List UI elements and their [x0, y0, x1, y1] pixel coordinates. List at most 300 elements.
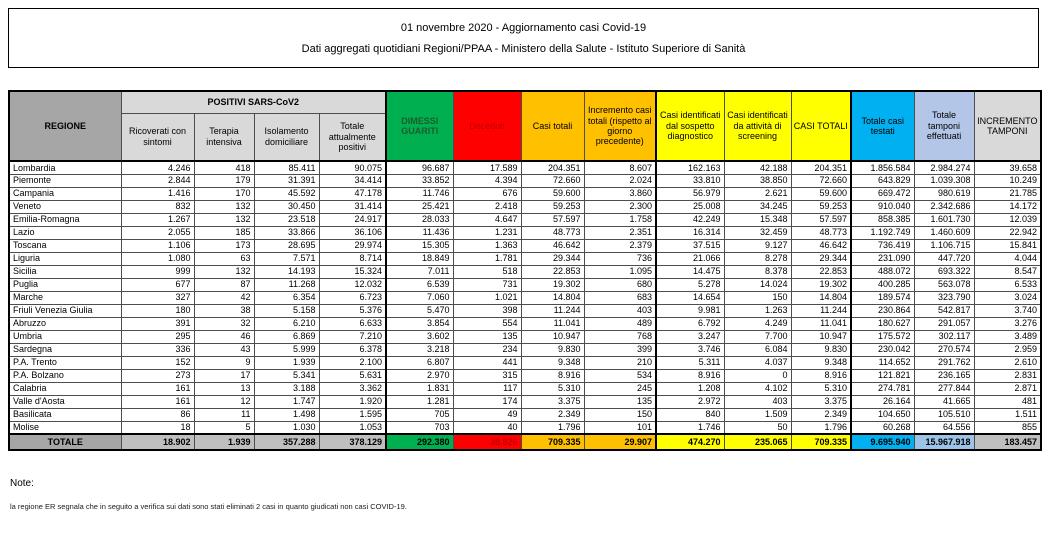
value-cell: 1.281 [386, 395, 453, 408]
value-cell: 22.853 [521, 265, 584, 278]
value-cell: 400.285 [851, 278, 914, 291]
value-cell: 46 [194, 330, 254, 343]
value-cell: 2.959 [974, 343, 1041, 356]
table-body [9, 161, 1041, 450]
table-row [9, 317, 1041, 330]
total-value-cell: 15.967.918 [914, 434, 974, 450]
value-cell: 858.385 [851, 213, 914, 226]
value-cell: 57.597 [521, 213, 584, 226]
value-cell: 37.515 [656, 239, 724, 252]
col-header-terapia-intensiva: Terapia intensiva [194, 113, 254, 161]
region-cell: Calabria [9, 382, 121, 395]
value-cell: 855 [974, 421, 1041, 434]
table-row [9, 330, 1041, 343]
value-cell: 25.008 [656, 200, 724, 213]
region-cell: Sicilia [9, 265, 121, 278]
value-cell: 736 [584, 252, 656, 265]
value-cell: 64.556 [914, 421, 974, 434]
value-cell: 9.830 [521, 343, 584, 356]
total-value-cell: 474.270 [656, 434, 724, 450]
value-cell: 15.305 [386, 239, 453, 252]
table-row [9, 369, 1041, 382]
value-cell: 1.416 [121, 187, 194, 200]
value-cell: 175.572 [851, 330, 914, 343]
value-cell: 105.510 [914, 408, 974, 421]
value-cell: 180.627 [851, 317, 914, 330]
value-cell: 554 [453, 317, 521, 330]
value-cell: 4.647 [453, 213, 521, 226]
value-cell: 2.379 [584, 239, 656, 252]
col-header-isolamento: Isolamento domiciliare [254, 113, 319, 161]
total-value-cell: 709.335 [791, 434, 851, 450]
value-cell: 4.037 [724, 356, 791, 369]
value-cell: 40 [453, 421, 521, 434]
value-cell: 49 [453, 408, 521, 421]
value-cell: 5.341 [254, 369, 319, 382]
value-cell: 2.621 [724, 187, 791, 200]
value-cell: 42 [194, 291, 254, 304]
value-cell: 1.498 [254, 408, 319, 421]
col-header-totale-positivi: Totale attualmente positivi [319, 113, 386, 161]
value-cell: 1.831 [386, 382, 453, 395]
group-header-positivi: POSITIVI SARS-CoV2 [121, 91, 386, 113]
value-cell: 5.310 [791, 382, 851, 395]
value-cell: 563.078 [914, 278, 974, 291]
value-cell: 161 [121, 382, 194, 395]
value-cell: 0 [724, 369, 791, 382]
value-cell: 26.164 [851, 395, 914, 408]
notes-heading: Note: [10, 478, 34, 489]
value-cell: 59.253 [521, 200, 584, 213]
region-cell: P.A. Bolzano [9, 369, 121, 382]
value-cell: 270.574 [914, 343, 974, 356]
value-cell: 29.974 [319, 239, 386, 252]
value-cell: 17.589 [453, 161, 521, 174]
table-row [9, 304, 1041, 317]
value-cell: 6.210 [254, 317, 319, 330]
col-header-incremento-casi: Incremento casi totali (rispetto al giorno precedente) [584, 91, 656, 161]
value-cell: 5.999 [254, 343, 319, 356]
value-cell: 72.660 [791, 174, 851, 187]
value-cell: 32.459 [724, 226, 791, 239]
value-cell: 28.033 [386, 213, 453, 226]
value-cell: 2.831 [974, 369, 1041, 382]
value-cell: 3.188 [254, 382, 319, 395]
col-header-incremento-tamponi: INCREMENTO TAMPONI [974, 91, 1041, 161]
value-cell: 19.302 [791, 278, 851, 291]
value-cell: 14.804 [791, 291, 851, 304]
value-cell: 7.060 [386, 291, 453, 304]
value-cell: 5.158 [254, 304, 319, 317]
total-row [9, 434, 1041, 450]
value-cell: 5.631 [319, 369, 386, 382]
value-cell: 204.351 [521, 161, 584, 174]
table-row [9, 252, 1041, 265]
region-cell: Basilicata [9, 408, 121, 421]
value-cell: 12.039 [974, 213, 1041, 226]
value-cell: 22.942 [974, 226, 1041, 239]
value-cell: 683 [584, 291, 656, 304]
region-cell: P.A. Trento [9, 356, 121, 369]
value-cell: 481 [974, 395, 1041, 408]
value-cell: 43 [194, 343, 254, 356]
value-cell: 677 [121, 278, 194, 291]
value-cell: 11.041 [521, 317, 584, 330]
value-cell: 1.781 [453, 252, 521, 265]
value-cell: 5.278 [656, 278, 724, 291]
value-cell: 3.375 [521, 395, 584, 408]
value-cell: 3.854 [386, 317, 453, 330]
value-cell: 236.165 [914, 369, 974, 382]
value-cell: 3.489 [974, 330, 1041, 343]
value-cell: 29.344 [791, 252, 851, 265]
value-cell: 391 [121, 317, 194, 330]
value-cell: 18.849 [386, 252, 453, 265]
value-cell: 31.414 [319, 200, 386, 213]
region-cell: Sardegna [9, 343, 121, 356]
value-cell: 25.421 [386, 200, 453, 213]
value-cell: 323.790 [914, 291, 974, 304]
value-cell: 7.210 [319, 330, 386, 343]
value-cell: 57.597 [791, 213, 851, 226]
value-cell: 8.916 [656, 369, 724, 382]
notes-text: la regione ER segnala che in seguito a verifica sui dati sono stati eliminati 2 casi in quanto giudicati non casi COVID-19. [10, 502, 407, 511]
value-cell: 7.700 [724, 330, 791, 343]
value-cell: 2.300 [584, 200, 656, 213]
value-cell: 6.633 [319, 317, 386, 330]
value-cell: 42.249 [656, 213, 724, 226]
value-cell: 1.106 [121, 239, 194, 252]
total-value-cell: 183.457 [974, 434, 1041, 450]
value-cell: 999 [121, 265, 194, 278]
table-row [9, 421, 1041, 434]
value-cell: 489 [584, 317, 656, 330]
value-cell: 5.376 [319, 304, 386, 317]
value-cell: 2.970 [386, 369, 453, 382]
value-cell: 6.533 [974, 278, 1041, 291]
value-cell: 3.218 [386, 343, 453, 356]
value-cell: 12.032 [319, 278, 386, 291]
value-cell: 488.072 [851, 265, 914, 278]
value-cell: 1.021 [453, 291, 521, 304]
region-cell: Piemonte [9, 174, 121, 187]
value-cell: 643.829 [851, 174, 914, 187]
value-cell: 8.547 [974, 265, 1041, 278]
value-cell: 1.106.715 [914, 239, 974, 252]
value-cell: 161 [121, 395, 194, 408]
value-cell: 14.804 [521, 291, 584, 304]
value-cell: 14.475 [656, 265, 724, 278]
value-cell: 41.665 [914, 395, 974, 408]
title-box [8, 8, 1039, 68]
table-row [9, 239, 1041, 252]
value-cell: 1.746 [656, 421, 724, 434]
value-cell: 114.652 [851, 356, 914, 369]
value-cell: 5.310 [521, 382, 584, 395]
report-title: 01 novembre 2020 - Aggiornamento casi Covid-19 [400, 22, 647, 34]
value-cell: 1.856.584 [851, 161, 914, 174]
region-cell: Marche [9, 291, 121, 304]
value-cell: 1.601.730 [914, 213, 974, 226]
value-cell: 1.039.308 [914, 174, 974, 187]
value-cell: 39.658 [974, 161, 1041, 174]
value-cell: 33.866 [254, 226, 319, 239]
value-cell: 8.916 [791, 369, 851, 382]
value-cell: 2.984.274 [914, 161, 974, 174]
value-cell: 9.348 [521, 356, 584, 369]
value-cell: 86 [121, 408, 194, 421]
value-cell: 6.723 [319, 291, 386, 304]
value-cell: 295 [121, 330, 194, 343]
col-header-casi-totali-2: CASI TOTALI [791, 91, 851, 161]
table-row [9, 408, 1041, 421]
region-cell: Friuli Venezia Giulia [9, 304, 121, 317]
value-cell: 2.871 [974, 382, 1041, 395]
value-cell: 32 [194, 317, 254, 330]
value-cell: 170 [194, 187, 254, 200]
value-cell: 135 [584, 395, 656, 408]
value-cell: 1.920 [319, 395, 386, 408]
value-cell: 291.057 [914, 317, 974, 330]
value-cell: 15.348 [724, 213, 791, 226]
value-cell: 34.414 [319, 174, 386, 187]
value-cell: 1.796 [791, 421, 851, 434]
value-cell: 21.785 [974, 187, 1041, 200]
value-cell: 327 [121, 291, 194, 304]
value-cell: 336 [121, 343, 194, 356]
value-cell: 3.602 [386, 330, 453, 343]
value-cell: 33.852 [386, 174, 453, 187]
region-cell: Abruzzo [9, 317, 121, 330]
value-cell: 59.600 [791, 187, 851, 200]
value-cell: 59.600 [521, 187, 584, 200]
value-cell: 1.509 [724, 408, 791, 421]
value-cell: 399 [584, 343, 656, 356]
value-cell: 72.660 [521, 174, 584, 187]
value-cell: 2.351 [584, 226, 656, 239]
value-cell: 150 [584, 408, 656, 421]
value-cell: 19.302 [521, 278, 584, 291]
value-cell: 231.090 [851, 252, 914, 265]
value-cell: 10.947 [521, 330, 584, 343]
value-cell: 189.574 [851, 291, 914, 304]
table-row [9, 226, 1041, 239]
value-cell: 185 [194, 226, 254, 239]
value-cell: 403 [584, 304, 656, 317]
total-value-cell: 29.907 [584, 434, 656, 450]
value-cell: 90.075 [319, 161, 386, 174]
value-cell: 28.695 [254, 239, 319, 252]
region-cell: Veneto [9, 200, 121, 213]
region-cell: Toscana [9, 239, 121, 252]
value-cell: 1.053 [319, 421, 386, 434]
value-cell: 6.869 [254, 330, 319, 343]
table-row [9, 161, 1041, 174]
value-cell: 162.163 [656, 161, 724, 174]
value-cell: 50 [724, 421, 791, 434]
covid-data-table [8, 90, 1042, 451]
table-row [9, 382, 1041, 395]
value-cell: 2.844 [121, 174, 194, 187]
value-cell: 16.314 [656, 226, 724, 239]
value-cell: 5.470 [386, 304, 453, 317]
value-cell: 1.758 [584, 213, 656, 226]
value-cell: 676 [453, 187, 521, 200]
col-header-screening: Casi identificati da attività di screening [724, 91, 791, 161]
value-cell: 8.714 [319, 252, 386, 265]
value-cell: 2.100 [319, 356, 386, 369]
col-header-regione: REGIONE [9, 91, 121, 161]
value-cell: 11 [194, 408, 254, 421]
total-value-cell: 378.129 [319, 434, 386, 450]
value-cell: 14.024 [724, 278, 791, 291]
value-cell: 11.244 [521, 304, 584, 317]
notes-section [10, 478, 407, 511]
value-cell: 132 [194, 213, 254, 226]
value-cell: 736.419 [851, 239, 914, 252]
value-cell: 132 [194, 265, 254, 278]
total-value-cell: 38.826 [453, 434, 521, 450]
value-cell: 9 [194, 356, 254, 369]
region-cell: Puglia [9, 278, 121, 291]
col-header-dimessi-guariti: DIMESSI GUARITI [386, 91, 453, 161]
value-cell: 669.472 [851, 187, 914, 200]
value-cell: 15.841 [974, 239, 1041, 252]
value-cell: 980.619 [914, 187, 974, 200]
value-cell: 135 [453, 330, 521, 343]
value-cell: 45.592 [254, 187, 319, 200]
region-cell: Umbria [9, 330, 121, 343]
total-value-cell: 1.939 [194, 434, 254, 450]
value-cell: 38 [194, 304, 254, 317]
value-cell: 48.773 [791, 226, 851, 239]
value-cell: 1.208 [656, 382, 724, 395]
value-cell: 8.378 [724, 265, 791, 278]
value-cell: 33.810 [656, 174, 724, 187]
value-cell: 47.178 [319, 187, 386, 200]
value-cell: 3.740 [974, 304, 1041, 317]
table-row [9, 200, 1041, 213]
value-cell: 104.650 [851, 408, 914, 421]
total-label-cell: TOTALE [9, 434, 121, 450]
value-cell: 42.188 [724, 161, 791, 174]
total-value-cell: 709.335 [521, 434, 584, 450]
value-cell: 9.981 [656, 304, 724, 317]
value-cell: 1.511 [974, 408, 1041, 421]
value-cell: 1.363 [453, 239, 521, 252]
value-cell: 518 [453, 265, 521, 278]
table-header [9, 91, 1041, 161]
value-cell: 2.055 [121, 226, 194, 239]
value-cell: 11.436 [386, 226, 453, 239]
value-cell: 8.916 [521, 369, 584, 382]
total-value-cell: 9.695.940 [851, 434, 914, 450]
value-cell: 23.518 [254, 213, 319, 226]
value-cell: 15.324 [319, 265, 386, 278]
value-cell: 230.042 [851, 343, 914, 356]
value-cell: 2.610 [974, 356, 1041, 369]
value-cell: 840 [656, 408, 724, 421]
table-row [9, 395, 1041, 408]
value-cell: 1.263 [724, 304, 791, 317]
value-cell: 152 [121, 356, 194, 369]
col-header-casi-totali: Casi totali [521, 91, 584, 161]
value-cell: 2.342.686 [914, 200, 974, 213]
value-cell: 173 [194, 239, 254, 252]
value-cell: 14.193 [254, 265, 319, 278]
value-cell: 693.322 [914, 265, 974, 278]
value-cell: 234 [453, 343, 521, 356]
value-cell: 4.246 [121, 161, 194, 174]
value-cell: 2.349 [791, 408, 851, 421]
value-cell: 4.249 [724, 317, 791, 330]
region-cell: Emilia-Romagna [9, 213, 121, 226]
value-cell: 204.351 [791, 161, 851, 174]
region-cell: Molise [9, 421, 121, 434]
value-cell: 13 [194, 382, 254, 395]
value-cell: 1.460.609 [914, 226, 974, 239]
report-subtitle: Dati aggregati quotidiani Regioni/PPAA - Ministero della Salute - Istituto Superiore di Sanità [301, 43, 746, 55]
value-cell: 6.792 [656, 317, 724, 330]
value-cell: 10.947 [791, 330, 851, 343]
value-cell: 85.411 [254, 161, 319, 174]
value-cell: 703 [386, 421, 453, 434]
value-cell: 398 [453, 304, 521, 317]
value-cell: 1.080 [121, 252, 194, 265]
table-row [9, 213, 1041, 226]
value-cell: 1.747 [254, 395, 319, 408]
value-cell: 1.939 [254, 356, 319, 369]
value-cell: 132 [194, 200, 254, 213]
value-cell: 179 [194, 174, 254, 187]
value-cell: 3.375 [791, 395, 851, 408]
total-value-cell: 235.065 [724, 434, 791, 450]
value-cell: 31.391 [254, 174, 319, 187]
value-cell: 14.654 [656, 291, 724, 304]
value-cell: 1.595 [319, 408, 386, 421]
value-cell: 1.796 [521, 421, 584, 434]
value-cell: 46.642 [791, 239, 851, 252]
region-cell: Liguria [9, 252, 121, 265]
value-cell: 46.642 [521, 239, 584, 252]
value-cell: 6.354 [254, 291, 319, 304]
value-cell: 4.044 [974, 252, 1041, 265]
value-cell: 403 [724, 395, 791, 408]
value-cell: 9.127 [724, 239, 791, 252]
value-cell: 10.249 [974, 174, 1041, 187]
value-cell: 542.817 [914, 304, 974, 317]
table-row [9, 187, 1041, 200]
value-cell: 6.378 [319, 343, 386, 356]
value-cell: 1.192.749 [851, 226, 914, 239]
region-cell: Valle d'Aosta [9, 395, 121, 408]
value-cell: 768 [584, 330, 656, 343]
value-cell: 291.762 [914, 356, 974, 369]
value-cell: 7.571 [254, 252, 319, 265]
value-cell: 96.687 [386, 161, 453, 174]
value-cell: 6.539 [386, 278, 453, 291]
region-cell: Lazio [9, 226, 121, 239]
value-cell: 534 [584, 369, 656, 382]
value-cell: 117 [453, 382, 521, 395]
total-value-cell: 292.380 [386, 434, 453, 450]
value-cell: 4.394 [453, 174, 521, 187]
value-cell: 315 [453, 369, 521, 382]
col-header-sospetto-diagnostico: Casi identificati dal sospetto diagnostico [656, 91, 724, 161]
region-cell: Campania [9, 187, 121, 200]
value-cell: 441 [453, 356, 521, 369]
value-cell: 2.418 [453, 200, 521, 213]
